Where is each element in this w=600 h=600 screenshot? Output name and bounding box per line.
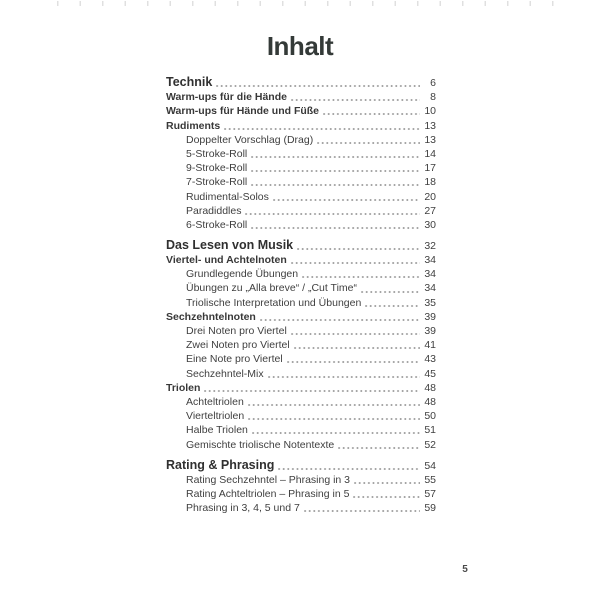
toc-entry-page: 43 bbox=[424, 353, 436, 366]
dot-leader bbox=[338, 447, 420, 449]
dot-leader bbox=[252, 432, 420, 434]
toc-entry bbox=[166, 146, 436, 160]
toc-entry-page: 41 bbox=[424, 339, 436, 352]
dot-leader bbox=[361, 291, 420, 293]
toc-entry-page: 32 bbox=[424, 239, 436, 252]
toc-entry-page: 51 bbox=[424, 424, 436, 437]
toc-entry-page: 34 bbox=[424, 282, 436, 295]
toc-entry-page: 30 bbox=[424, 218, 436, 231]
toc-entry bbox=[166, 188, 436, 202]
toc-entry bbox=[166, 266, 436, 280]
dot-leader bbox=[291, 262, 420, 264]
toc-entry-label: Triolen bbox=[166, 381, 201, 394]
toc-entry-label: Rating & Phrasing bbox=[166, 457, 275, 472]
toc-entry-label: 7-Stroke-Roll bbox=[186, 176, 248, 189]
toc-entry bbox=[166, 280, 436, 294]
toc-entry-page: 57 bbox=[424, 487, 436, 500]
toc-entry-label: Halbe Triolen bbox=[186, 424, 248, 437]
page-title: Inhalt bbox=[266, 31, 334, 61]
toc-list bbox=[166, 72, 436, 514]
toc-entry-label: Eine Note pro Viertel bbox=[186, 353, 283, 366]
toc-entry-label: Viertel- und Achtelnoten bbox=[166, 254, 287, 267]
toc-entry-label: Vierteltriolen bbox=[186, 410, 245, 423]
toc-entry bbox=[166, 103, 436, 117]
toc-entry bbox=[166, 72, 436, 89]
toc-entry-page: 8 bbox=[430, 91, 436, 104]
dot-leader bbox=[216, 85, 420, 87]
toc-entry bbox=[166, 455, 436, 472]
dot-leader bbox=[287, 361, 420, 363]
dot-leader bbox=[294, 347, 420, 349]
toc-entry-label: Zwei Noten pro Viertel bbox=[186, 339, 290, 352]
toc-entry-page: 48 bbox=[424, 395, 436, 408]
dot-leader bbox=[248, 404, 420, 406]
dot-leader bbox=[204, 390, 420, 392]
toc-entry bbox=[166, 436, 436, 450]
dot-leader bbox=[291, 333, 420, 335]
dot-leader bbox=[268, 376, 420, 378]
dot-leader bbox=[302, 276, 420, 278]
toc-entry-label: Warm-ups für Hände und Füße bbox=[166, 105, 320, 118]
toc-entry-label: Achteltriolen bbox=[186, 395, 244, 408]
toc-entry bbox=[166, 132, 436, 146]
toc-entry-label: Sechzehntelnoten bbox=[166, 310, 256, 323]
toc-entry-label: Gemischte triolische Notentexte bbox=[186, 438, 335, 451]
toc-entry-page: 20 bbox=[424, 190, 436, 203]
toc-entry bbox=[166, 351, 436, 365]
dot-leader bbox=[251, 170, 420, 172]
toc-entry-label: 6-Stroke-Roll bbox=[186, 218, 248, 231]
toc-entry-label: Das Lesen von Musik bbox=[166, 237, 294, 252]
dot-leader bbox=[317, 142, 420, 144]
dot-leader bbox=[273, 199, 420, 201]
toc-entry-page: 39 bbox=[424, 325, 436, 337]
toc-entry-page: 39 bbox=[424, 310, 436, 323]
toc-entry-label: Warm-ups für die Hände bbox=[166, 91, 287, 104]
toc-entry-page: 59 bbox=[424, 502, 436, 515]
toc-entry-label: Grundlegende Übungen bbox=[186, 268, 299, 281]
toc-entry bbox=[166, 217, 436, 231]
dot-leader bbox=[251, 227, 420, 229]
dot-leader bbox=[251, 184, 420, 186]
toc-entry-page: 17 bbox=[424, 162, 436, 175]
toc-entry bbox=[166, 309, 436, 323]
toc-entry-label: Sechzehntel-Mix bbox=[186, 367, 264, 380]
dot-leader bbox=[260, 319, 420, 321]
toc-entry-label: Doppelter Vorschlag (Drag) bbox=[186, 133, 314, 146]
toc-entry-label: 9-Stroke-Roll bbox=[186, 162, 248, 175]
dot-leader bbox=[323, 113, 420, 115]
toc-entry-page: 50 bbox=[424, 410, 436, 423]
dot-leader bbox=[297, 248, 420, 250]
toc-entry bbox=[166, 472, 436, 486]
toc-entry-page: 27 bbox=[424, 204, 436, 217]
toc-entry-label: Phrasing in 3, 4, 5 und 7 bbox=[186, 502, 300, 515]
toc-entry bbox=[166, 380, 436, 394]
toc-entry bbox=[166, 252, 436, 266]
toc-entry-page: 6 bbox=[430, 77, 436, 89]
dot-leader bbox=[251, 156, 420, 158]
toc-entry-page: 34 bbox=[424, 268, 436, 281]
toc-entry-label: Übungen zu „Alla breve“ / „Cut Time“ bbox=[186, 282, 357, 295]
toc-entry bbox=[166, 422, 436, 436]
toc-entry bbox=[166, 235, 436, 252]
toc-entry-page: 14 bbox=[424, 147, 436, 160]
toc-entry-page: 18 bbox=[424, 176, 436, 189]
dot-leader bbox=[245, 213, 420, 215]
toc-entry-page: 45 bbox=[424, 367, 436, 380]
toc-entry-page: 48 bbox=[424, 381, 436, 394]
toc-entry-label: Paradiddles bbox=[186, 204, 242, 217]
toc-entry bbox=[166, 365, 436, 379]
toc-entry-label: Rating Sechzehntel – Phrasing in 3 bbox=[186, 473, 351, 486]
dot-leader bbox=[365, 305, 420, 307]
toc-entry bbox=[166, 500, 436, 514]
toc-entry-page: 13 bbox=[424, 119, 436, 132]
toc-entry-page: 10 bbox=[424, 105, 436, 118]
toc-entry-page: 34 bbox=[424, 254, 436, 267]
dot-leader bbox=[354, 482, 420, 484]
toc-entry bbox=[166, 408, 436, 422]
toc-entry-page: 13 bbox=[424, 133, 436, 146]
toc-entry bbox=[166, 337, 436, 351]
dot-leader bbox=[224, 128, 420, 130]
toc-entry-page: 52 bbox=[424, 438, 436, 451]
toc-entry-label: Rudiments bbox=[166, 119, 221, 132]
dot-leader bbox=[248, 418, 420, 420]
dot-leader bbox=[278, 468, 420, 470]
toc-entry-label: Technik bbox=[166, 75, 213, 89]
toc-entry-label: 5-Stroke-Roll bbox=[186, 147, 248, 160]
toc-entry-page: 55 bbox=[424, 473, 436, 486]
toc-entry-page: 54 bbox=[424, 459, 436, 472]
toc-entry bbox=[166, 323, 436, 337]
dot-leader bbox=[291, 99, 420, 101]
toc-entry-label: Drei Noten pro Viertel bbox=[186, 325, 287, 337]
toc-entry bbox=[166, 294, 436, 308]
toc-entry bbox=[166, 203, 436, 217]
toc-entry-page: 35 bbox=[424, 296, 436, 309]
toc-entry bbox=[166, 486, 436, 500]
toc-entry-label: Rating Achteltriolen – Phrasing in 5 bbox=[186, 487, 350, 500]
dot-leader bbox=[353, 496, 420, 498]
toc-entry bbox=[166, 160, 436, 174]
toc-entry-label: Rudimental-Solos bbox=[186, 190, 269, 203]
spiral-binding-ticks bbox=[57, 1, 558, 6]
toc-entry bbox=[166, 174, 436, 188]
toc-entry bbox=[166, 89, 436, 103]
toc-entry-label: Triolische Interpretation und Übungen bbox=[186, 296, 362, 309]
toc-entry bbox=[166, 117, 436, 131]
toc-entry bbox=[166, 394, 436, 408]
dot-leader bbox=[304, 510, 420, 512]
page-number: 5 bbox=[462, 564, 468, 575]
